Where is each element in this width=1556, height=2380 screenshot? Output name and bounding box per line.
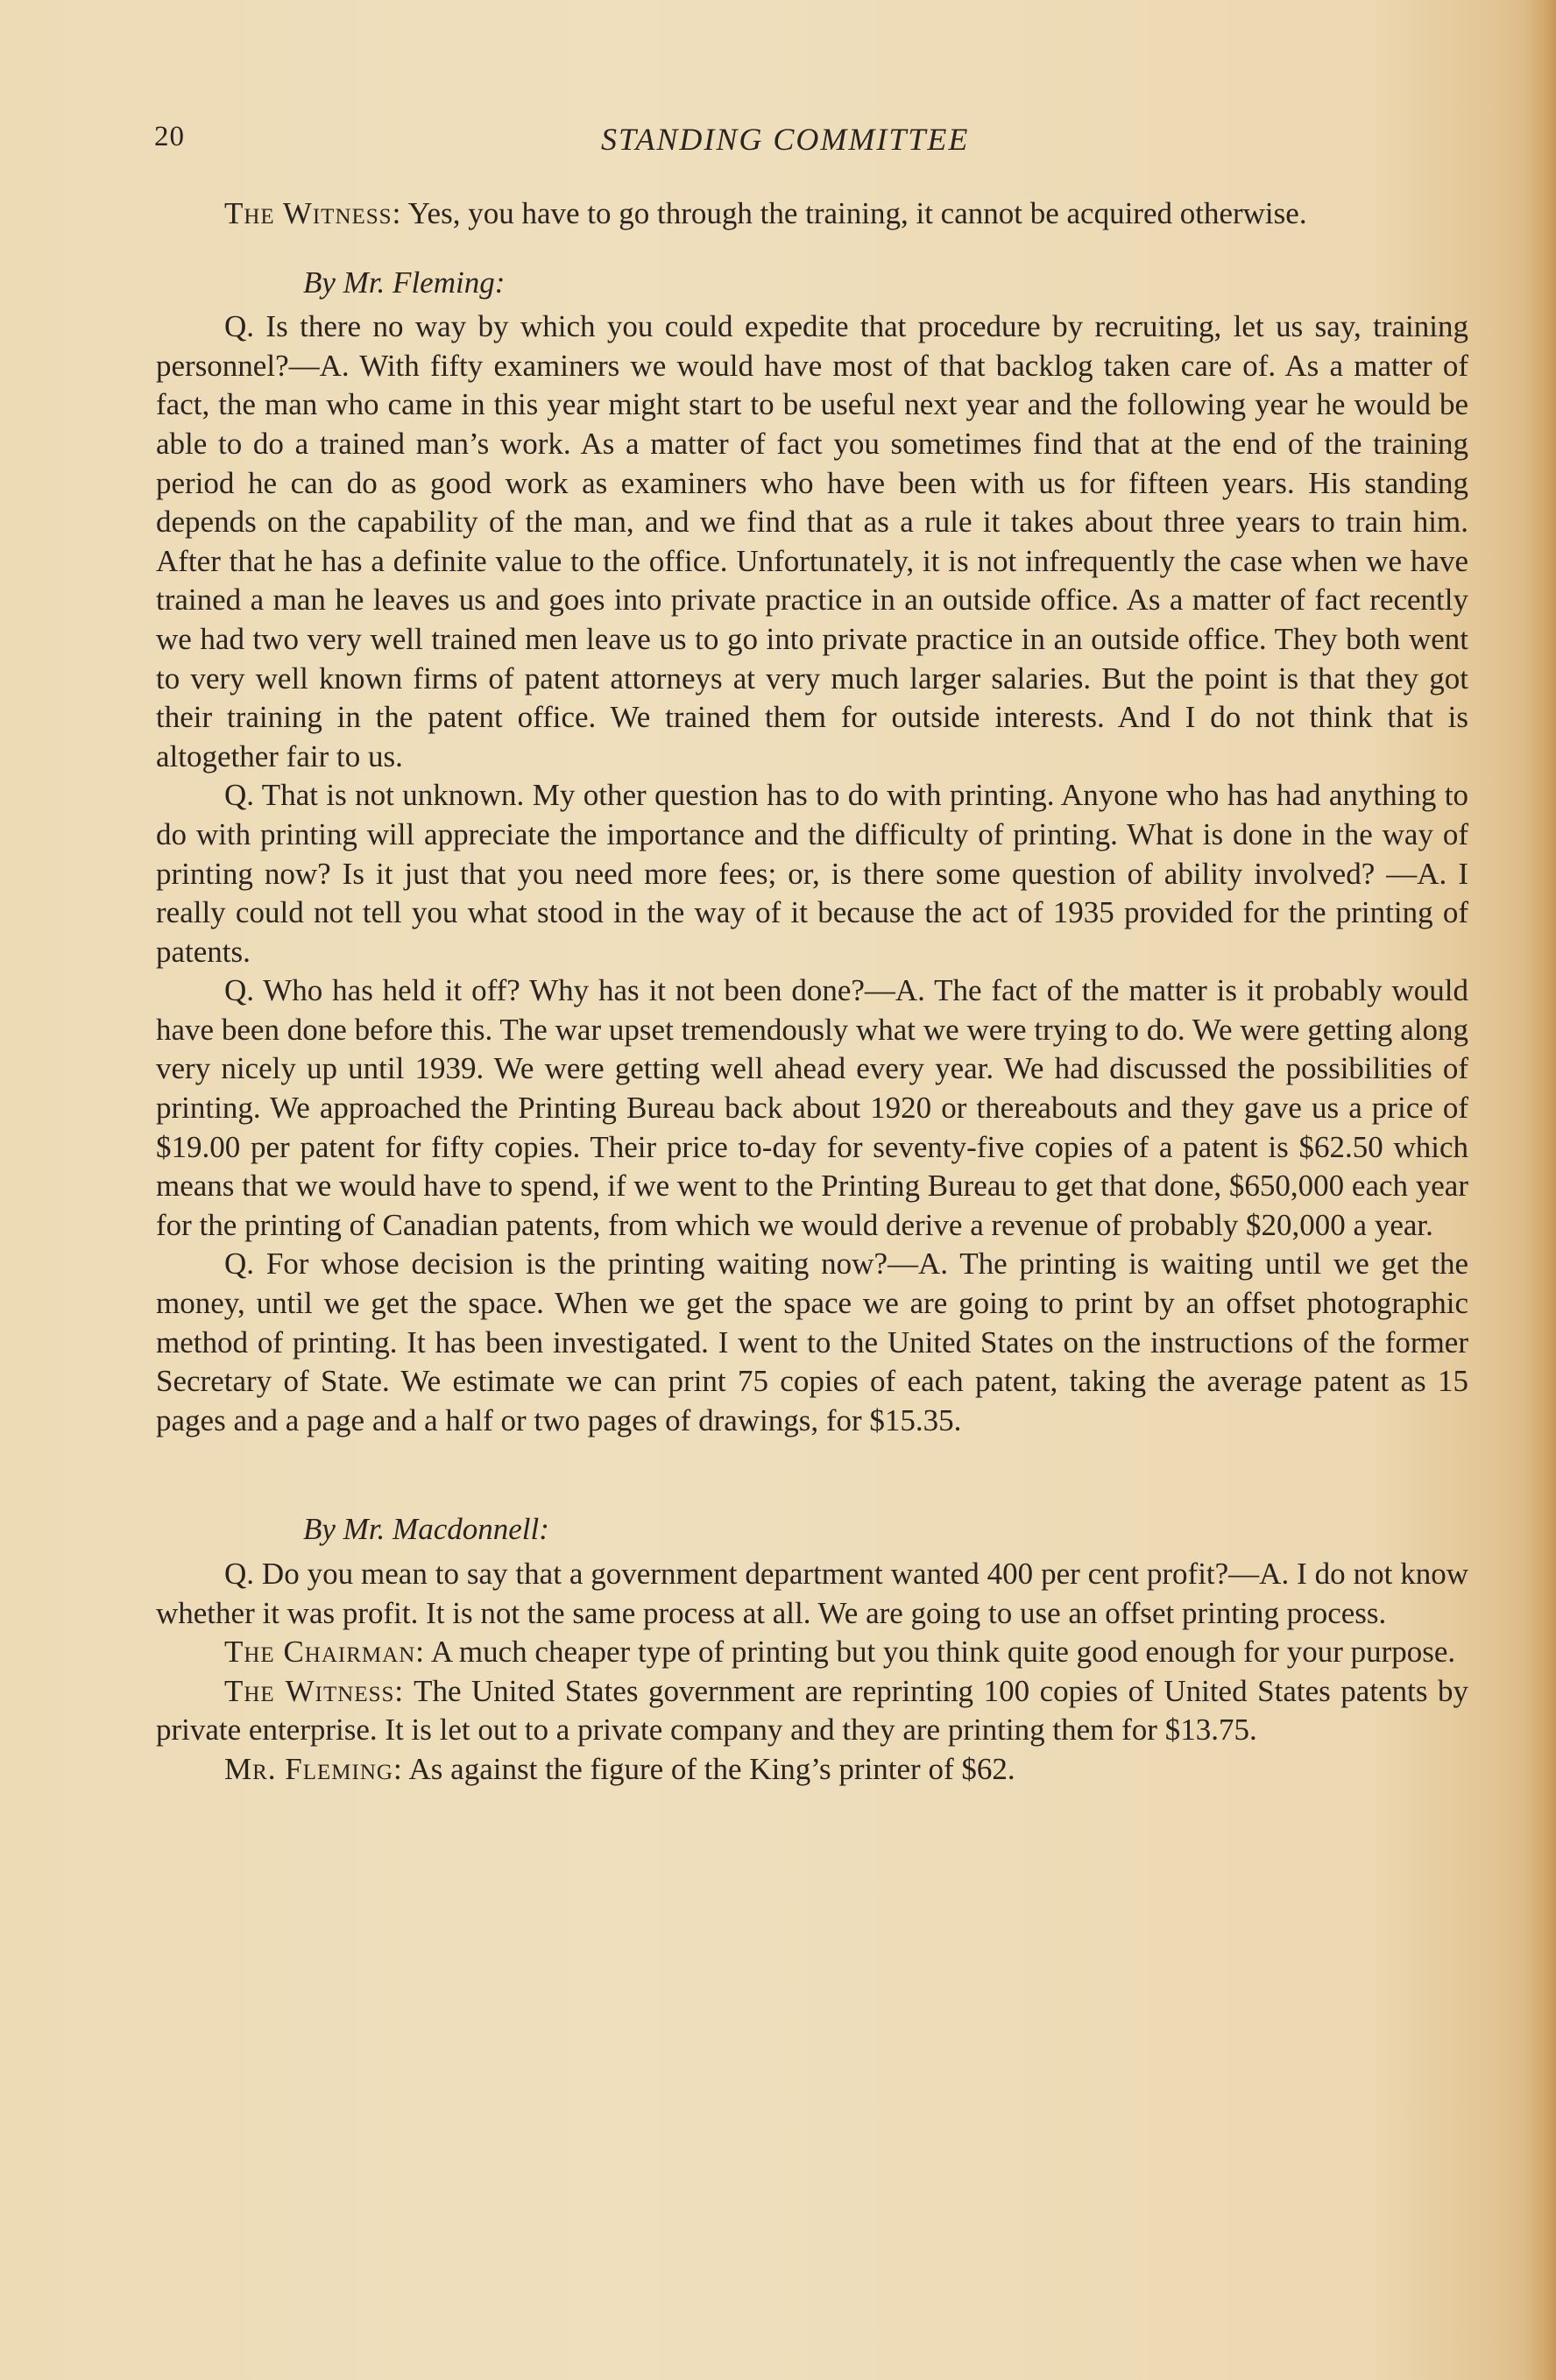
examiner-heading: By Mr. Fleming:	[303, 265, 506, 300]
statement-text: A much cheaper type of printing but you think quite good enough for your purpose.	[430, 1635, 1456, 1670]
statement-text: The United States government are reprinting 100 copies of United States patents by private enterprise. It is let out to a private company and they are printing them for $13.75.	[156, 1673, 1469, 1748]
page-header	[154, 121, 1472, 170]
question-answer: Q. Is there no way by which you could expedite that procedure by recruiting, let us say, training personnel?—A. With fifty examiners we would have most of that backlog taken care of. As a matter of fact, the man who came in this year might start to be useful next year and the following year he would be able to do a trained man’s work. As a matter of fact you sometimes find that at the end of the training period he can do as good work as examiners who have been with us for fifteen years. His standing depends on the capability of the man, and we find that as a rule it takes about three years to train him. After that he has a definite value to the office. Unfortunately, it is not infrequently the case when we have trained a man he leaves us and goes into private practice in an outside office. As a matter of fact recently we had two very well trained men leave us to go into private practice in an outside office. They both went to very well known firms of patent attorneys at very much larger salaries. But the point is that they got their training in the patent office. We trained them for outside interests. And I do not think that is altogether fair to us.	[156, 309, 1468, 773]
chairman-statement	[156, 1633, 1468, 1672]
statement-text: Yes, you have to go through the training, it cannot be acquired otherwise.	[407, 196, 1307, 230]
question-answer: Q. That is not unknown. My other question has to do with printing. Anyone who has had anything to do with printing will appreciate the importance and the difficulty of printing. What is done in the way of printing now? Is it just that you need more fees; or, is there some question of ability involved? —A. I really could not tell you what stood in the way of it because the act of 1935 provided for the printing of patents.	[156, 778, 1468, 969]
page-edge-shadow	[1524, 0, 1556, 2380]
question-answer: Q. For whose decision is the printing waiting now?—A. The printing is waiting until we get the money, until we get the space. When we get the space we are going to print by an offset photographic method of printing. It has been investigated. I went to the United States on the instructions of the former Secretary of State. We estimate we can print 75 copies of each patent, taking the average patent as 15 pages and a page and a half or two pages of drawings, for $15.35.	[156, 1246, 1468, 1437]
speaker-label: Mr. Fleming:	[224, 1751, 403, 1786]
speaker-label: The Witness:	[224, 196, 402, 230]
examiner-heading: By Mr. Macdonnell:	[303, 1512, 549, 1547]
witness-statement	[156, 1672, 1468, 1750]
member-statement	[156, 1750, 1468, 1790]
transcript-body	[156, 194, 1468, 1790]
statement-text: As against the figure of the King’s printer of $62.	[408, 1751, 1015, 1786]
speaker-label: The Chairman:	[224, 1635, 425, 1670]
speaker-label: The Witness:	[224, 1673, 405, 1708]
question-answer: Q. Who has held it off? Why has it not been done?—A. The fact of the matter is it probably would have been done before this. The war upset tremendously what we were trying to do. We were getting along very nicely up until 1939. We were getting well ahead every year. We had discussed the possibilities of printing. We approached the Printing Bureau back about 1920 or thereabouts and they gave us a price of $19.00 per patent for fifty copies. Their price to-day for seventy-five copies of a patent is $62.50 which means that we would have to spend, if we went to the Printing Bureau to get that done, $650,000 each year for the printing of Canadian patents, from which we would derive a revenue of probably $20,000 a year.	[156, 973, 1468, 1242]
question-answer: Q. Do you mean to say that a government department wanted 400 per cent profit?—A. I do not know whether it was profit. It is not the same process at all. We are going to use an offset printing process.	[156, 1557, 1468, 1630]
running-head: STANDING COMMITTEE	[601, 122, 970, 157]
page-number: 20	[154, 121, 185, 152]
witness-statement	[156, 194, 1468, 234]
